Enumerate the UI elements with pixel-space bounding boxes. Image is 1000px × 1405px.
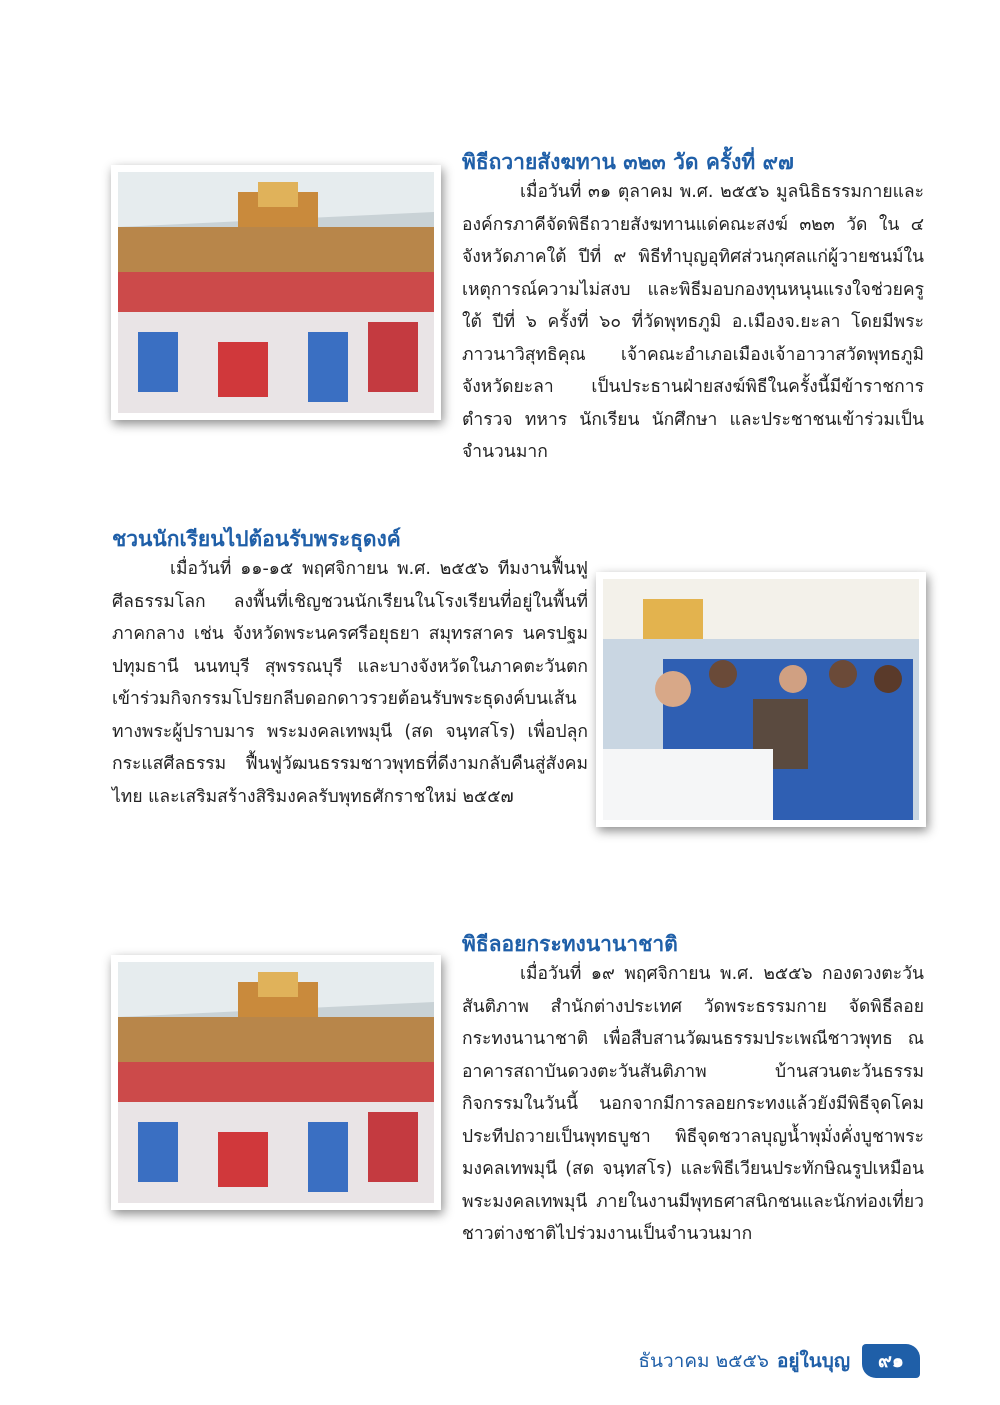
footer-date: ธันวาคม ๒๕๕๖ bbox=[638, 1350, 769, 1372]
photo-students-group bbox=[596, 572, 926, 827]
hall-crowd-image bbox=[118, 962, 434, 1203]
article-loy-krathong bbox=[462, 930, 924, 1251]
page-number: ๙๑ bbox=[862, 1344, 920, 1378]
hall-crowd-image bbox=[118, 172, 434, 413]
article-title: พิธีลอยกระทงนานาชาติ bbox=[462, 932, 678, 956]
students-image bbox=[603, 579, 919, 820]
footer-magazine-name: อยู่ในบุญ bbox=[776, 1350, 851, 1372]
page-footer bbox=[638, 1345, 920, 1377]
article-title: พิธีถวายสังฆทาน ๓๒๓ วัด ครั้งที่ ๙๗ bbox=[462, 150, 794, 174]
article-body: เมื่อวันที่ ๓๑ ตุลาคม พ.ศ. ๒๕๕๖ มูลนิธิธรรมกายและองค์กรภาคีจัดพิธีถวายสังฆทานแด่คณะสงฆ์ ๓๒๓ วัด ใน ๔ จังหวัดภาคใต้ ปีที่ ๙ พิธีทำบุญอุทิศส่วนกุศลแก่ผู้วายชนม์ในเหตุการณ์ความไม่สงบ และพิธีมอบกองทุนหนุนแรงใจช่วยครูใต้ ปีที่ ๖ ครั้งที่ ๖๐ ที่วัดพุทธภูมิ อ.เมืองจ.ยะลา โดยมีพระภาวนาวิสุทธิคุณ เจ้าคณะอำเภอเมืองเจ้าอาวาสวัดพุทธภูมิ จังหวัดยะลา เป็นประธานฝ่ายสงฆ์พิธีในครั้งนี้มีข้าราชการตำรวจ ทหาร นักเรียน นักศึกษา และประชาชนเข้าร่วมเป็นจำนวนมาก bbox=[462, 182, 924, 462]
article-sangha-offering bbox=[462, 148, 924, 469]
article-students-welcome bbox=[112, 525, 588, 813]
photo-hall-ceremony-1 bbox=[111, 165, 441, 420]
article-body: เมื่อวันที่ ๑๙ พฤศจิกายน พ.ศ. ๒๕๕๖ กองดวงตะวันสันติภาพ สำนักต่างประเทศ วัดพระธรรมกาย จัดพิธีลอยกระทงนานาชาติ เพื่อสืบสานวัฒนธรรมประเพณีชาวพุทธ ณ อาคารสถาบันดวงตะวันสันติภาพ บ้านสวนตะวันธรรม กิจกรรมในวันนี้ นอกจากมีการลอยกระทงแล้วยังมีพิธีจุดโคมประทีปถวายเป็นพุทธบูชา พิธีจุดชวาลบุญน้ำพุมั่งคั่งบูชาพระมงคลเทพมุนี (สด จนฺทสโร) และพิธีเวียนประทักษิณรูปเหมือนพระมงคลเทพมุนี ภายในงานมีพุทธศาสนิกชนและนักท่องเที่ยวชาวต่างชาติไปร่วมงานเป็นจำนวนมาก bbox=[462, 964, 924, 1244]
photo-hall-ceremony-2 bbox=[111, 955, 441, 1210]
article-title: ชวนนักเรียนไปต้อนรับพระธุดงค์ bbox=[112, 527, 401, 551]
article-body: เมื่อวันที่ ๑๑-๑๕ พฤศจิกายน พ.ศ. ๒๕๕๖ ทีมงานฟื้นฟูศีลธรรมโลก ลงพื้นที่เชิญชวนนักเรียนในโรงเรียนที่อยู่ในพื้นที่ภาคกลาง เช่น จังหวัดพระนครศรีอยุธยา สมุทรสาคร นครปฐม ปทุมธานี นนทบุรี สุพรรณบุรี และบางจังหวัดในภาคตะวันตก เข้าร่วมกิจกรรมโปรยกลีบดอกดาวรวยต้อนรับพระธุดงค์บนเส้นทางพระผู้ปราบมาร พระมงคลเทพมุนี (สด จนฺทสโร) เพื่อปลุกกระแสศีลธรรม ฟื้นฟูวัฒนธรรมชาวพุทธที่ดีงามกลับคืนสู่สังคมไทย และเสริมสร้างสิริมงคลรับพุทธศักราชใหม่ ๒๕๕๗ bbox=[112, 559, 588, 807]
